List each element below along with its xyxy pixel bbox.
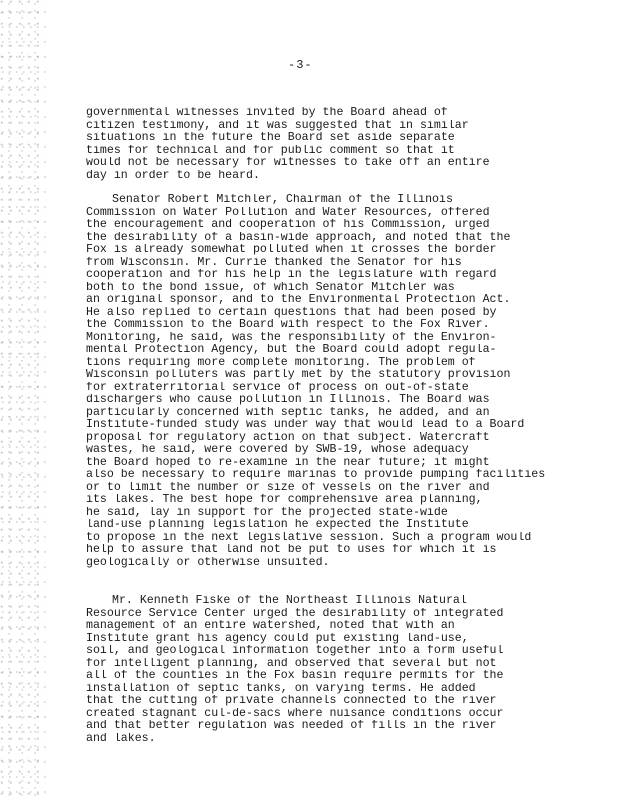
text-line: that the cutting of private channels connected to the river bbox=[86, 695, 497, 707]
text-line: he said, lay in support for the projected state-wide bbox=[86, 506, 448, 519]
text-line: created stagnant cul-de-sacs where nuisance conditions occur bbox=[86, 707, 504, 720]
text-line: the Board hoped to re-examine in the near future; it might bbox=[86, 456, 490, 469]
text-line: Senator Robert Mitchler, Chairman of the Illinois bbox=[112, 194, 453, 206]
text-line: and lakes. bbox=[86, 732, 156, 745]
text-line: from Wisconsin. Mr. Currie thanked the Senator for his bbox=[86, 256, 462, 269]
scan-edge-noise bbox=[0, 0, 46, 800]
text-line: also be necessary to require marinas to provide pumping facilities bbox=[86, 469, 546, 481]
text-line: for intelligent planning, and observed that several but not bbox=[86, 657, 497, 670]
text-line: Wisconsin polluters was partly met by the statutory provision bbox=[86, 369, 511, 381]
text-line: tions requiring more complete monitoring. The problem of bbox=[86, 356, 476, 369]
text-line: management of an entire watershed, noted that with an bbox=[86, 620, 455, 632]
text-line: would not be necessary for witnesses to take off an entire bbox=[86, 157, 490, 169]
text-line: Mr. Kenneth Fiske of the Northeast Illinois Natural bbox=[112, 595, 467, 607]
text-line: mental Protection Agency, but the Board could adopt regula- bbox=[86, 344, 497, 356]
text-line: its lakes. The best hope for comprehensive area planning, bbox=[86, 494, 483, 506]
text-line: for extraterritorial service of process on out-of-state bbox=[86, 381, 469, 394]
text-line: Institute grant his agency could put existing land-use, bbox=[86, 632, 469, 645]
text-line: an original sponsor, and to the Environmental Protection Act. bbox=[86, 294, 511, 306]
text-line: proposal for regulatory action on that subject. Watercraft bbox=[86, 431, 490, 444]
text-line: the Commission to the Board with respect to the Fox River. bbox=[86, 319, 490, 331]
text-line: He also replied to certain questions that had been posed by bbox=[86, 306, 497, 319]
text-line: citizen testimony, and it was suggested that in similar bbox=[86, 119, 469, 132]
paragraph-2 bbox=[86, 194, 586, 569]
text-line: governmental witnesses invited by the Board ahead of bbox=[86, 107, 448, 119]
text-line: the encouragement and cooperation of his Commission, urged bbox=[86, 219, 490, 231]
text-line: times for technical and for public comment so that it bbox=[86, 144, 455, 157]
text-line: to propose in the next legislative session. Such a program would bbox=[86, 531, 532, 544]
text-line: all of the counties in the Fox basin require permits for the bbox=[86, 670, 504, 682]
paragraph-1 bbox=[86, 107, 586, 182]
text-line: situations in the future the Board set aside separate bbox=[86, 132, 455, 144]
text-line: dischargers who cause pollution in Illinois. The Board was bbox=[86, 394, 490, 406]
text-line: both to the bond issue, of which Senator Mitchler was bbox=[86, 281, 455, 294]
text-line: the desirability of a basin-wide approach, and noted that the bbox=[86, 231, 511, 244]
text-line: geologically or otherwise unsuited. bbox=[86, 556, 330, 569]
text-line: and that better regulation was needed of fills in the river bbox=[86, 720, 497, 732]
text-line: particularly concerned with septic tanks, he added, and an bbox=[86, 406, 490, 419]
text-line: cooperation and for his help in the legislature with regard bbox=[86, 269, 497, 281]
text-line: wastes, he said, were covered by SWB-19, whose adequacy bbox=[86, 444, 469, 456]
paragraph-3 bbox=[86, 595, 586, 745]
text-line: soil, and geological information together into a form useful bbox=[86, 645, 504, 657]
text-line: Fox is already somewhat polluted when it crosses the border bbox=[86, 244, 497, 256]
text-line: or to limit the number or size of vessels on the river and bbox=[86, 481, 490, 494]
text-line: day in order to be heard. bbox=[86, 169, 260, 182]
text-line: Monitoring, he said, was the responsibility of the Environ- bbox=[86, 331, 497, 344]
text-line: Institute-funded study was under way that would lead to a Board bbox=[86, 419, 525, 431]
text-line: Commission on Water Pollution and Water Resources, offered bbox=[86, 206, 490, 219]
text-line: land-use planning legislation he expected the Institute bbox=[86, 519, 469, 531]
page-number: -3- bbox=[288, 58, 313, 72]
text-line: installation of septic tanks, on varying terms. He added bbox=[86, 682, 476, 695]
text-line: Resource Service Center urged the desirability of integrated bbox=[86, 607, 504, 620]
text-line: help to assure that land not be put to uses for which it is bbox=[86, 544, 497, 556]
